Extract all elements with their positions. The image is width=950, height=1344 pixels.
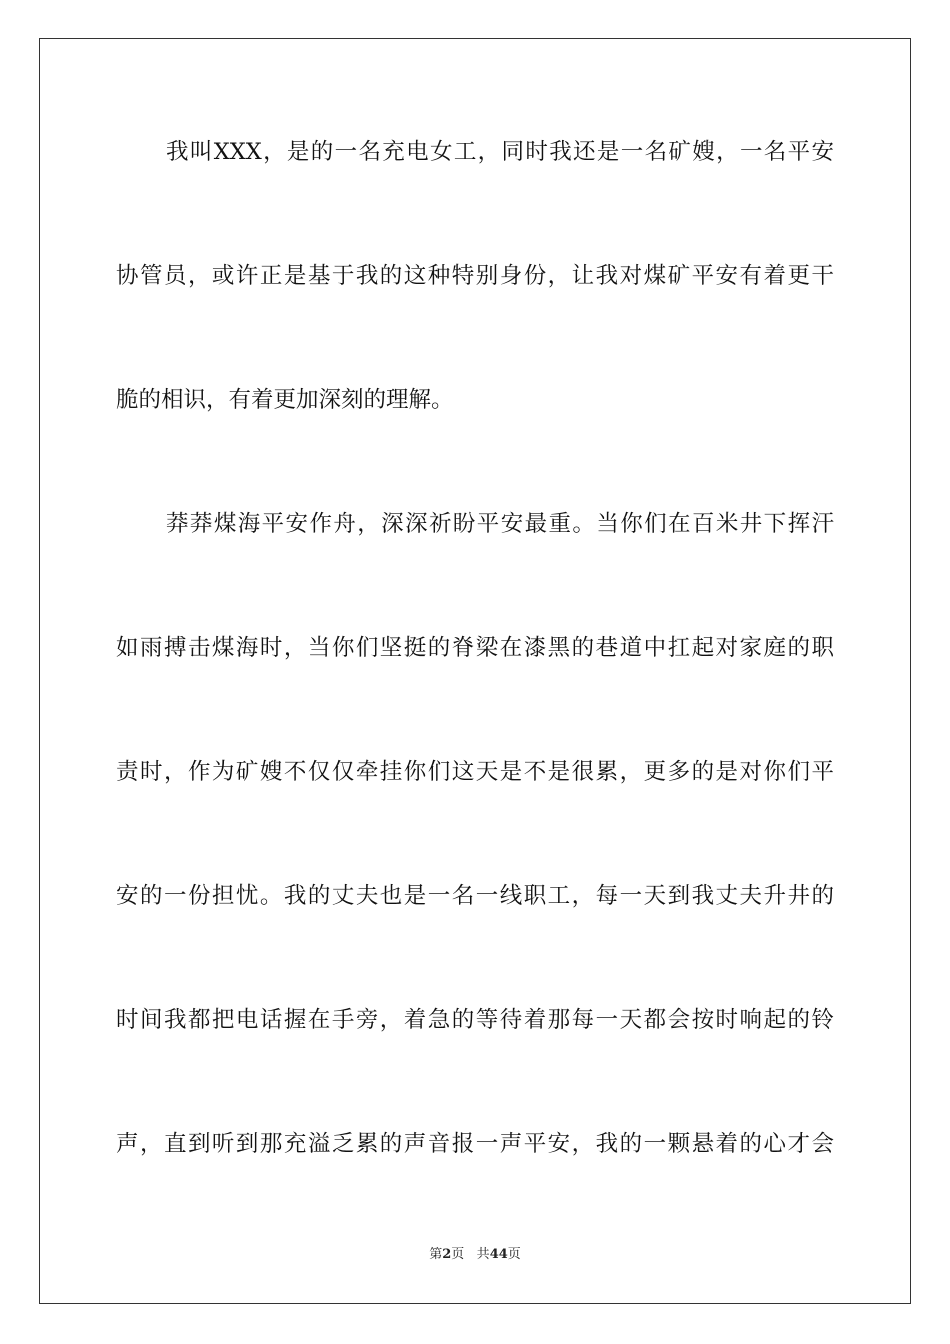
page-prefix: 第: [429, 1247, 443, 1262]
text-line: 莽莽煤海平安作舟，深深祈盼平安最重。当你们在百米井下挥汗: [166, 511, 834, 537]
total-pages: 44: [489, 1247, 508, 1262]
page-footer: [0, 1247, 950, 1263]
text-line: 协管员，或许正是基于我的这种特别身份，让我对煤矿平安有着更干: [116, 263, 834, 289]
page-border: [39, 38, 911, 1304]
total-prefix: 共: [476, 1247, 490, 1262]
text-line: 如雨搏击煤海时，当你们坚挺的脊梁在漆黑的巷道中扛起对家庭的职: [116, 635, 834, 661]
text-line: 时间我都把电话握在手旁，着急的等待着那每一天都会按时响起的铃: [116, 1007, 834, 1033]
text-line: 安的一份担忧。我的丈夫也是一名一线职工，每一天到我丈夫升井的: [116, 883, 834, 909]
text-line: 责时，作为矿嫂不仅仅牵挂你们这天是不是很累，更多的是对你们平: [116, 759, 834, 785]
text-line: 声，直到听到那充溢乏累的声音报一声平安，我的一颗悬着的心才会: [116, 1131, 834, 1157]
page-suffix: 页: [451, 1247, 465, 1262]
total-suffix: 页: [507, 1247, 521, 1262]
text-line: 我叫XXX，是的一名充电女工，同时我还是一名矿嫂，一名平安: [166, 139, 834, 165]
text-line: 脆的相识，有着更加深刻的理解。: [116, 387, 454, 413]
page-number: 2: [442, 1247, 452, 1262]
